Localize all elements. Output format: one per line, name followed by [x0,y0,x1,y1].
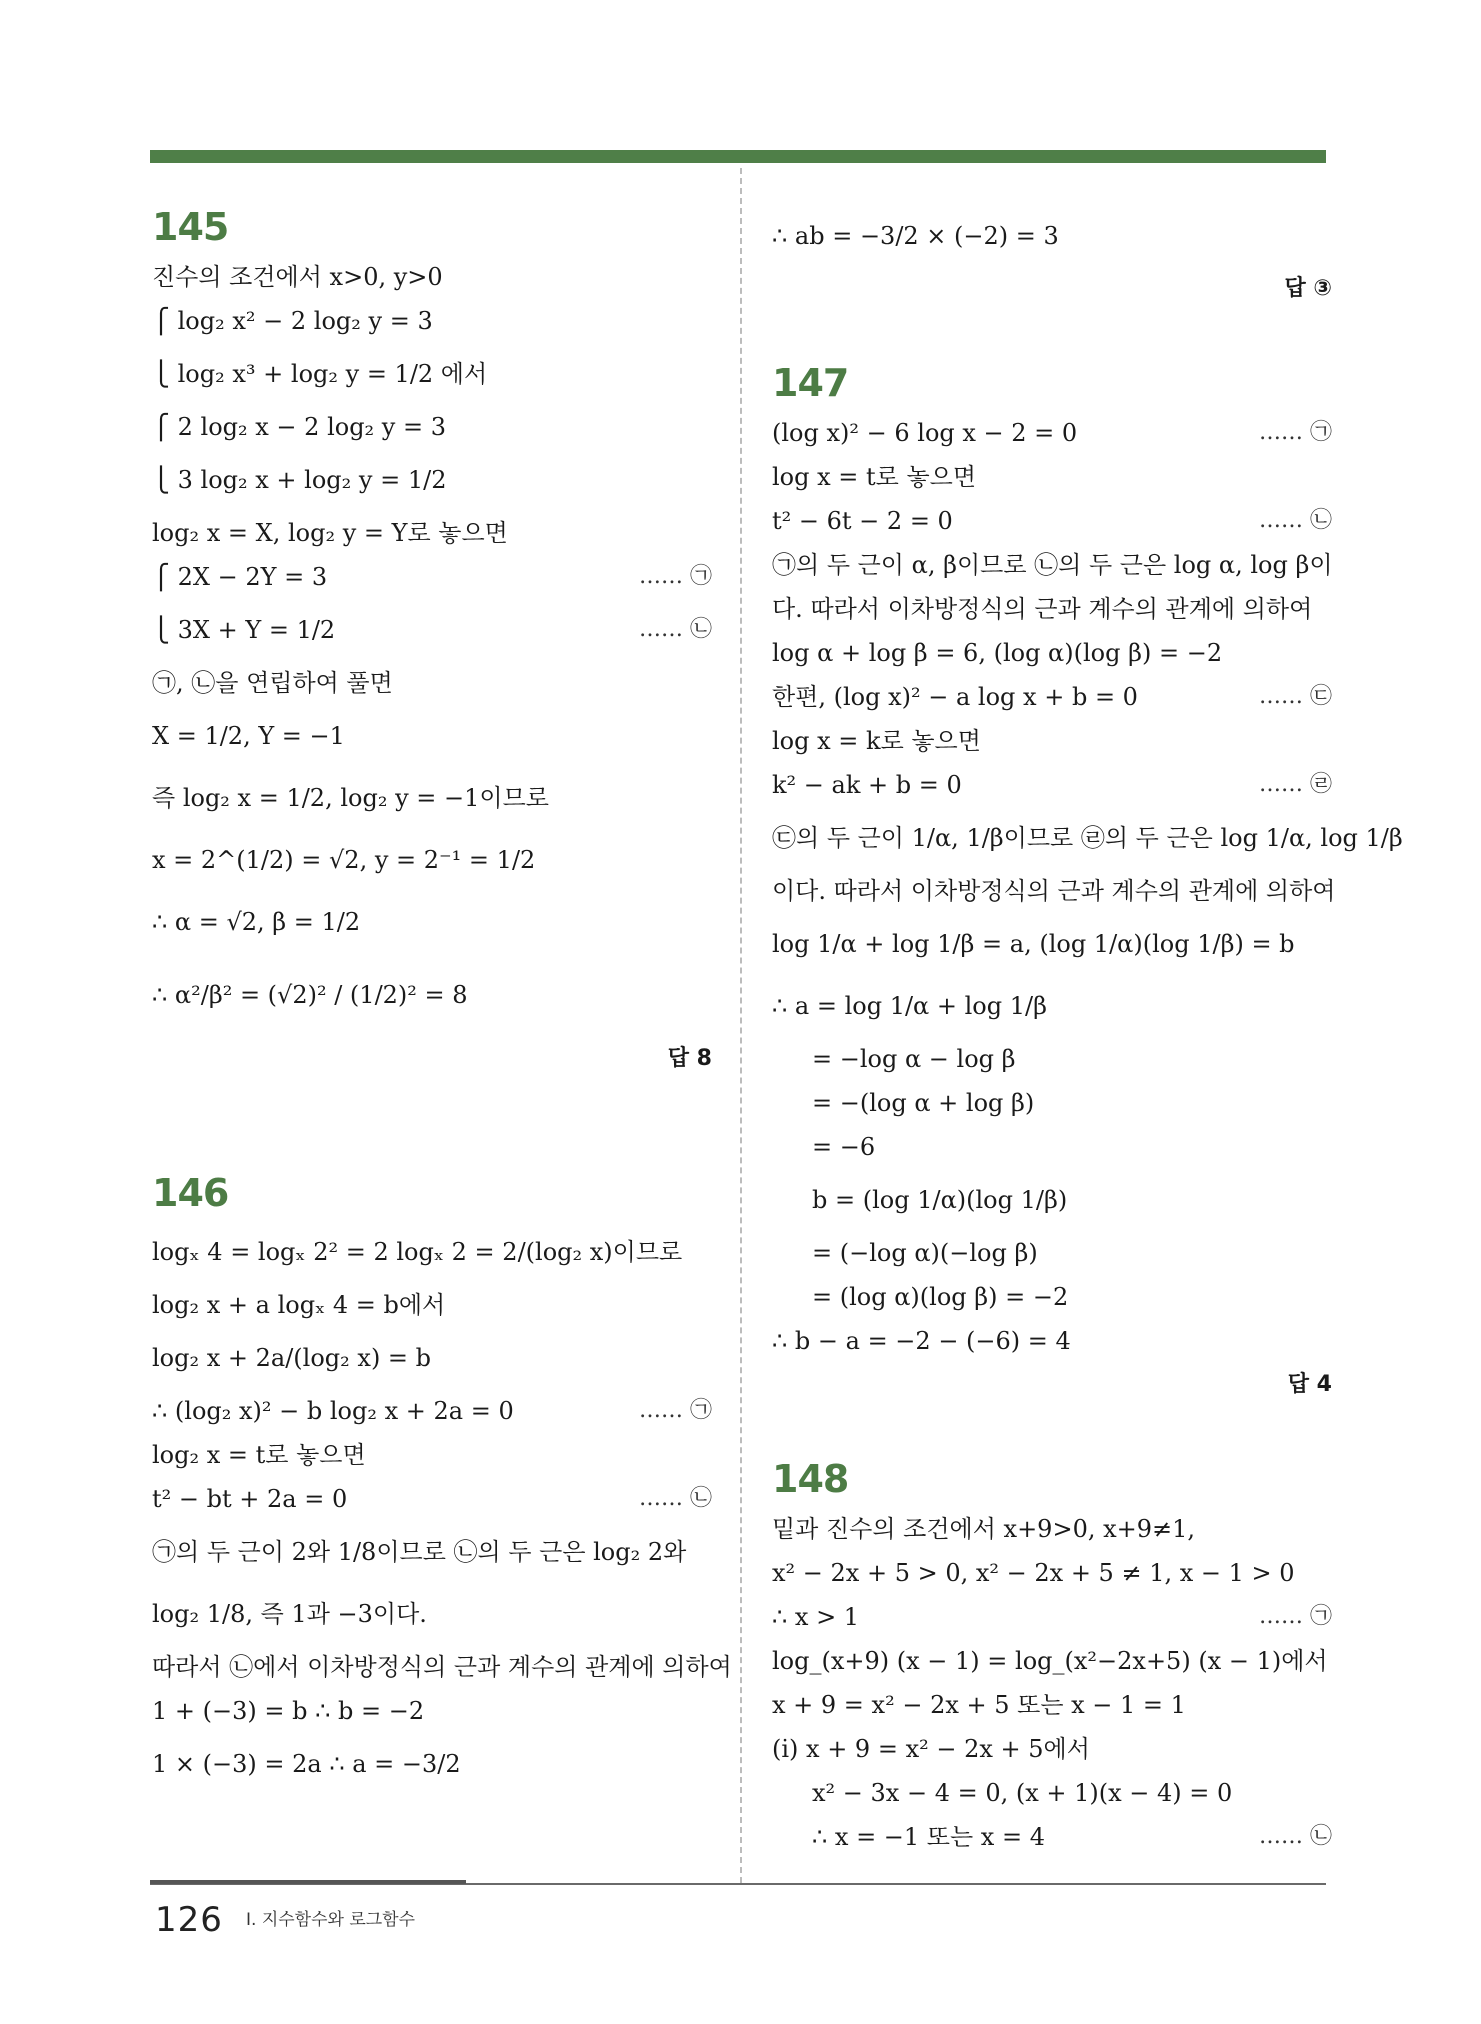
solution-line: ㉠의 두 근이 α, β이므로 ㉡의 두 근은 log α, log β이 [772,551,1333,579]
solution-line: ⎧ log₂ x² − 2 log₂ y = 3 [152,307,433,335]
equation-text: t² − 6t − 2 = 0 [772,507,953,535]
solution-line: log₂ 1/8, 즉 1과 −3이다. [152,1600,427,1628]
spacer [772,311,1332,361]
solution-line: 밑과 진수의 조건에서 x+9>0, x+9≠1, [772,1515,1196,1543]
solution-line [152,1477,712,1521]
solution-line: ⎩ 3 log₂ x + log₂ y = 1/2 [152,466,447,494]
solution-line: x + 9 = x² − 2x + 5 또는 x − 1 = 1 [772,1691,1186,1719]
solution-line: ∴ ab = −3/2 × (−2) = 3 [772,222,1059,250]
solution-line: x² − 2x + 5 > 0, x² − 2x + 5 ≠ 1, x − 1 > 0 [772,1559,1295,1587]
solution-line [152,1389,712,1433]
solution-line: ∴ α = √2, β = 1/2 [152,908,361,936]
solution-line: log₂ x = t로 놓으면 [152,1441,366,1469]
solution-line: log₂ x = X, log₂ y = Y로 놓으면 [152,519,508,547]
solution-line: = −6 [812,1133,876,1161]
solution-line: ㉠, ㉡을 연립하여 풀면 [152,669,393,697]
solution-line: 이다. 따라서 이차방정식의 근과 계수의 관계에 의하여 [772,877,1336,905]
equation-text: ⎩ 3X + Y = 1/2 [152,616,336,644]
solution-line [772,675,1332,719]
page-footer [155,1900,415,1940]
solution-line: 다. 따라서 이차방정식의 근과 계수의 관계에 의하여 [772,595,1313,623]
answer-label: 답 ③ [1284,276,1332,301]
problem-number-147: 147 [772,361,849,405]
page-number: 126 [155,1900,223,1940]
solution-line: log_(x+9) (x − 1) = log_(x²−2x+5) (x − 1)에서 [772,1647,1328,1675]
equation-text: 한편, (log x)² − a log x + b = 0 [772,683,1138,711]
solution-line: 1 + (−3) = b ∴ b = −2 [152,1697,425,1725]
equation-text: (log x)² − 6 log x − 2 = 0 [772,419,1078,447]
solution-line: = (log α)(log β) = −2 [812,1283,1069,1311]
solution-line: x² − 3x − 4 = 0, (x + 1)(x − 4) = 0 [812,1779,1233,1807]
chapter-title: Ⅰ. 지수함수와 로그함수 [246,1910,416,1930]
solution-line: ㉠의 두 근이 2와 1/8이므로 ㉡의 두 근은 log₂ 2와 [152,1538,687,1566]
equation-marker: …… ㉣ [1259,772,1332,797]
solution-line: logₓ 4 = logₓ 2² = 2 logₓ 2 = 2/(log₂ x)이므로 [152,1238,683,1266]
solution-line [772,499,1332,543]
solution-line [152,555,712,599]
equation-text: ⎧ 2X − 2Y = 3 [152,563,328,591]
equation-text: ∴ x = −1 또는 x = 4 [812,1823,1045,1851]
right-column [772,205,1403,1859]
equation-marker: …… ㉢ [1259,684,1332,709]
equation-text: t² − bt + 2a = 0 [152,1485,348,1513]
solution-line: (ⅰ) x + 9 = x² − 2x + 5에서 [772,1735,1090,1763]
solution-line [772,411,1332,455]
solution-line: 따라서 ㉡에서 이차방정식의 근과 계수의 관계에 의하여 [152,1653,732,1681]
footer-rule-accent [150,1880,466,1884]
solution-line: X = 1/2, Y = −1 [152,722,345,750]
problem-number-145: 145 [152,205,229,249]
solution-line: = (−log α)(−log β) [812,1239,1038,1267]
solution-line: ⎩ log₂ x³ + log₂ y = 1/2 에서 [152,360,488,388]
top-accent-bar [150,150,1326,163]
solution-line: 진수의 조건에서 x>0, y>0 [152,263,443,291]
left-column [152,205,732,1795]
solution-line: ∴ α²/β² = (√2)² / (1/2)² = 8 [152,981,468,1009]
solution-line: ⎧ 2 log₂ x − 2 log₂ y = 3 [152,413,446,441]
equation-marker: …… ㉠ [639,564,712,589]
equation-text: k² − ak + b = 0 [772,771,962,799]
solution-line [772,1595,1332,1639]
equation-marker: …… ㉡ [1259,1824,1332,1849]
solution-line: ㉢의 두 근이 1/α, 1/β이므로 ㉣의 두 근은 log 1/α, log 1/β [772,824,1403,852]
solution-line [772,1815,1332,1859]
answer-label: 답 8 [667,1046,712,1071]
solution-line: log₂ x + a logₓ 4 = b에서 [152,1291,446,1319]
problem-number-148: 148 [772,1457,849,1501]
solution-line: = −(log α + log β) [812,1089,1035,1117]
solution-line: log α + log β = 6, (log α)(log β) = −2 [772,639,1223,667]
solution-line: log x = t로 놓으면 [772,463,977,491]
solution-line [772,763,1332,807]
solution-line: b = (log 1/α)(log 1/β) [812,1186,1068,1214]
equation-marker: …… ㉠ [1259,420,1332,445]
equation-text: ∴ x > 1 [772,1603,860,1631]
answer-label: 답 4 [1287,1372,1332,1397]
equation-marker: …… ㉡ [639,1486,712,1511]
solution-line: log 1/α + log 1/β = a, (log 1/α)(log 1/β) = b [772,930,1295,958]
solution-line: ∴ b − a = −2 − (−6) = 4 [772,1327,1071,1355]
solution-line: ∴ a = log 1/α + log 1/β [772,992,1047,1020]
equation-text: ∴ (log₂ x)² − b log₂ x + 2a = 0 [152,1397,514,1425]
solution-line: = −log α − log β [812,1045,1016,1073]
problem-number-146: 146 [152,1171,229,1215]
solution-line [152,599,712,661]
equation-marker: …… ㉠ [639,1398,712,1423]
equation-marker: …… ㉡ [1259,508,1332,533]
solution-line: log₂ x + 2a/(log₂ x) = b [152,1344,432,1372]
equation-marker: …… ㉠ [1259,1604,1332,1629]
column-divider [740,168,742,1883]
equation-marker: …… ㉡ [639,617,712,642]
spacer [152,1081,712,1171]
solution-line: log x = k로 놓으면 [772,727,981,755]
solution-line: 즉 log₂ x = 1/2, log₂ y = −1이므로 [152,784,549,812]
solution-line: 1 × (−3) = 2a ∴ a = −3/2 [152,1750,461,1778]
spacer [772,1407,1332,1457]
solution-line: x = 2^(1/2) = √2, y = 2⁻¹ = 1/2 [152,846,536,874]
